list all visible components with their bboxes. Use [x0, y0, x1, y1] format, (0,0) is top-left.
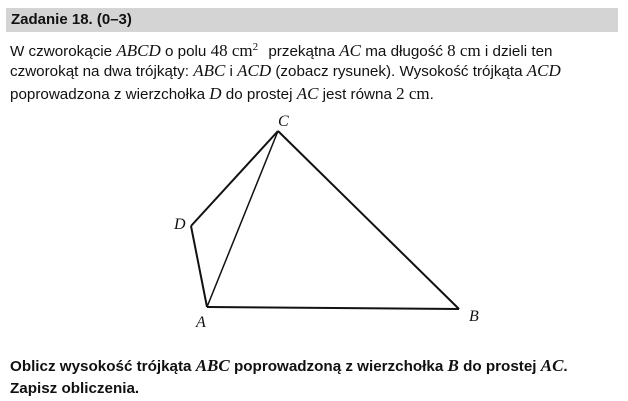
vertex-label-b: B: [469, 308, 479, 325]
vertex-label-a: A: [196, 314, 206, 331]
side-da: [191, 226, 207, 307]
task-line-1: Oblicz wysokość trójkąta ABC poprowadzoną z wierzchołka B do prostej AC.: [10, 356, 568, 375]
side-cd: [191, 131, 278, 226]
vertex-label-d: D: [174, 216, 186, 233]
side-bc: [278, 131, 459, 309]
problem-line-2: czworokąt na dwa trójkąty: ABC i ACD (zobacz rysunek). Wysokość trójkąta ACD: [10, 61, 561, 80]
diagonal-ac: [207, 131, 278, 307]
vertex-label-c: C: [278, 113, 289, 130]
task-line-2: Zapisz obliczenia.: [10, 380, 140, 397]
problem-line-3: poprowadzona z wierzchołka D do prostej AC jest równa 2 cm.: [10, 84, 434, 103]
problem-line-1: W czworokącie ABCD o polu 48 $cm^2$ przekątna AC ma długość 8 cm i dzieli ten: [10, 41, 553, 61]
side-ab: [207, 307, 459, 309]
task-title: Zadanie 18. (0–3): [11, 11, 132, 28]
